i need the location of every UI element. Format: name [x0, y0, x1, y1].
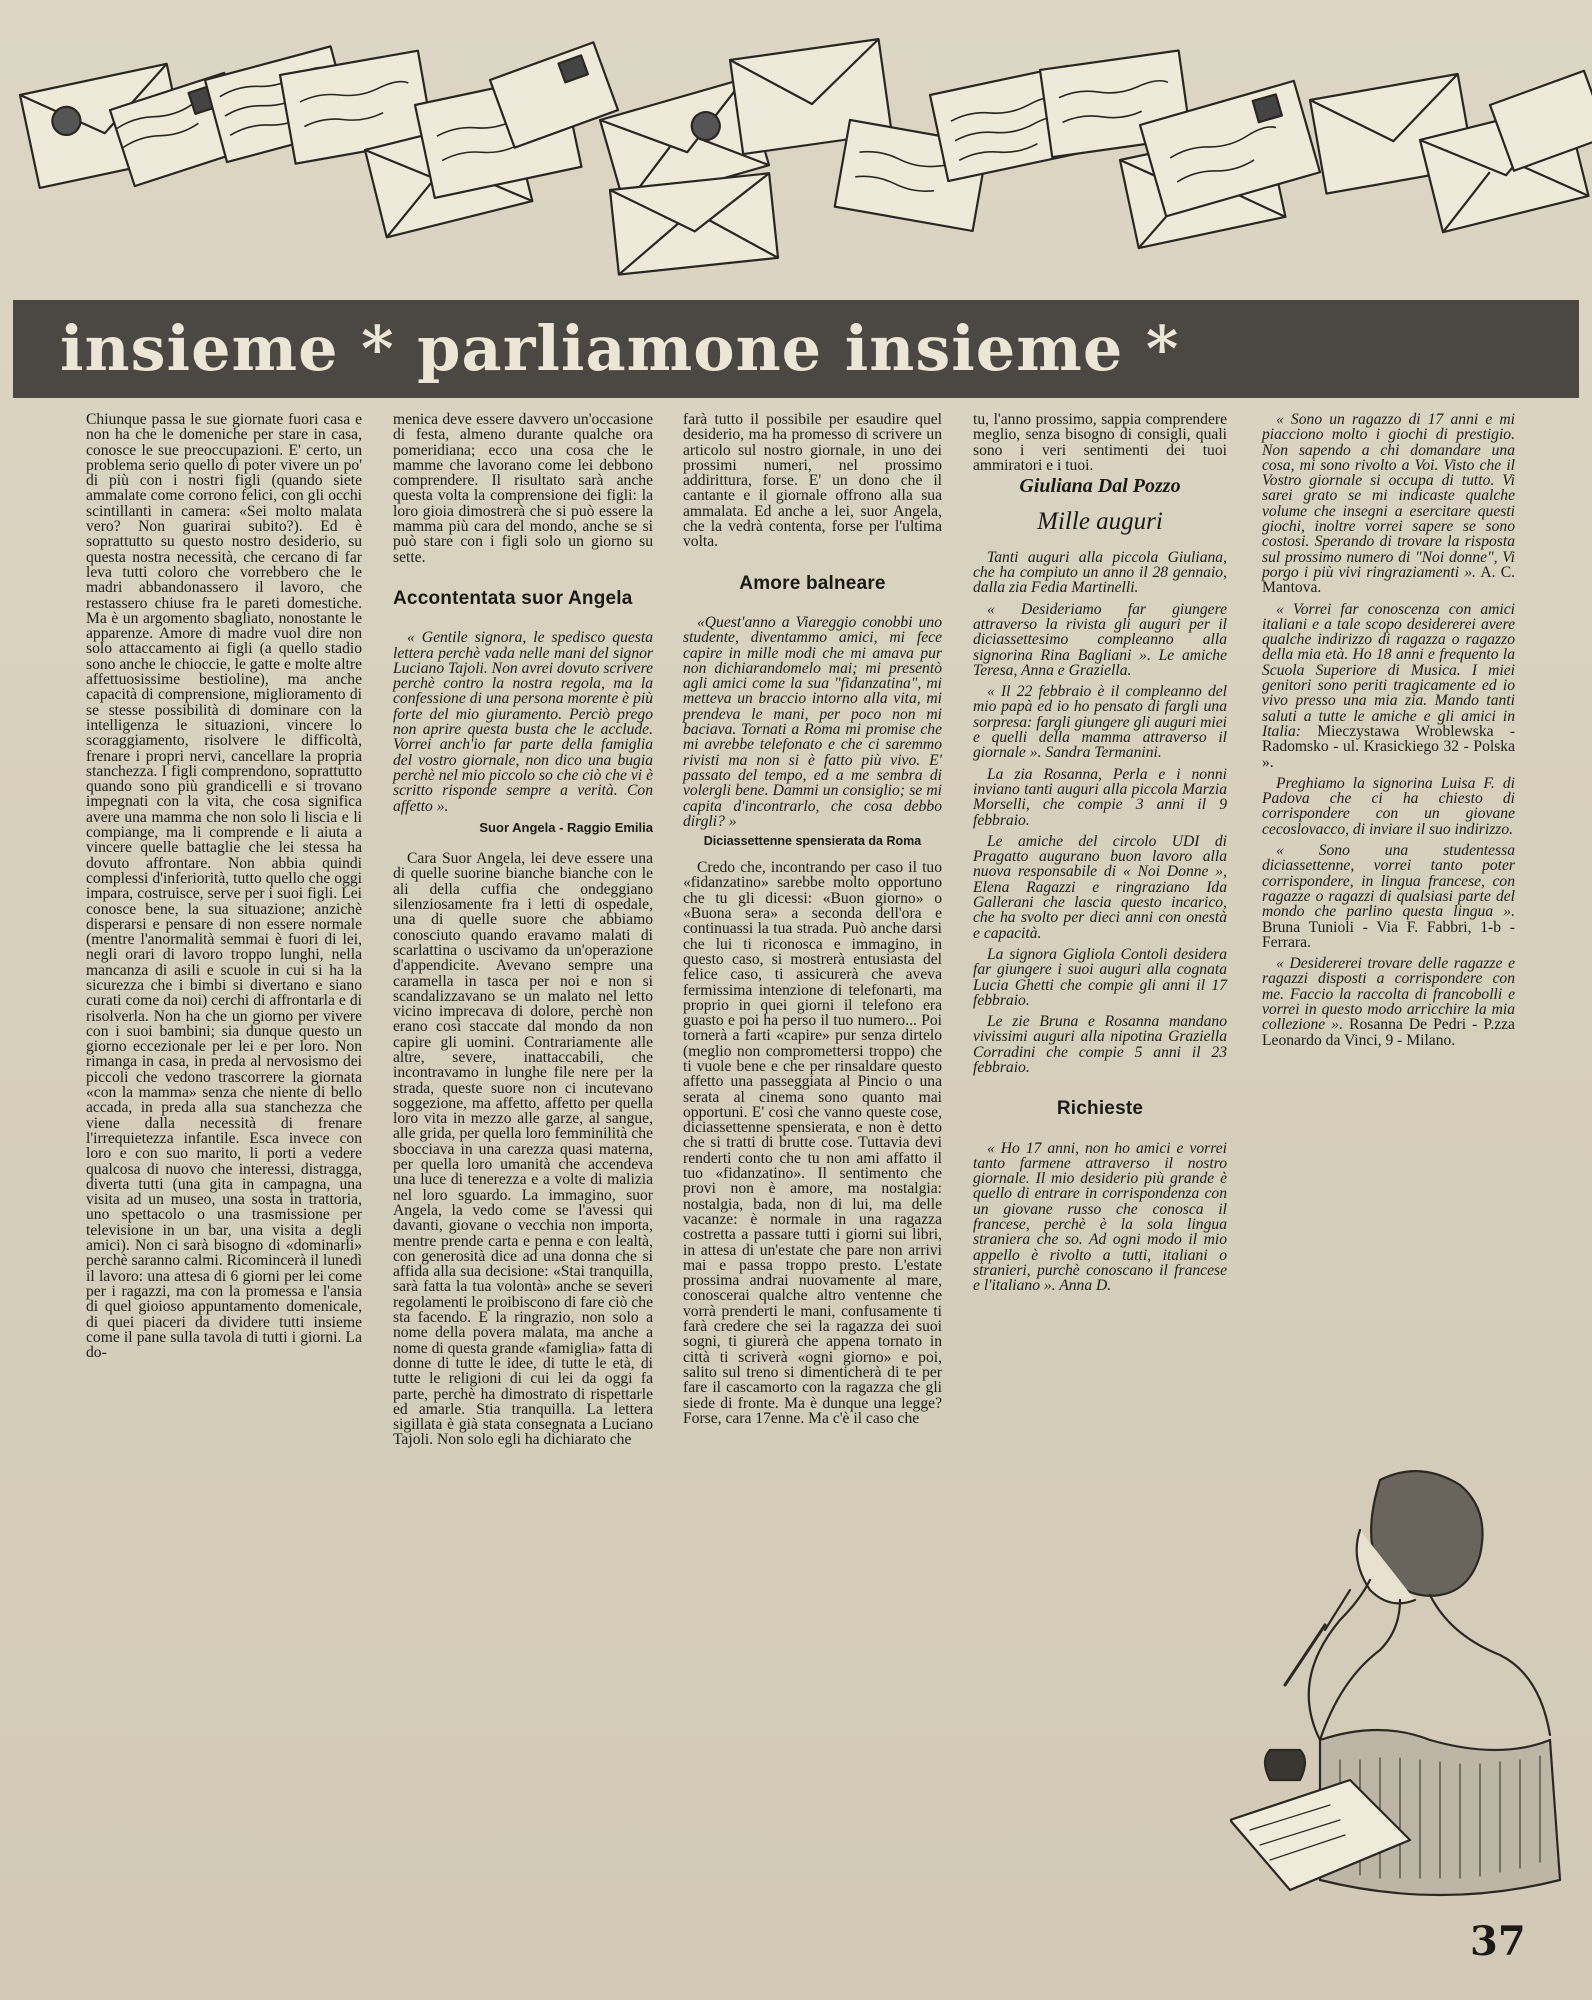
column-4 [973, 412, 1227, 1300]
auguri-item: « Desideriamo far giungere attraverso la rivista gli auguri per il diciassettesimo compleanno alla signorina Rina Bagliani ». Le amiche Teresa, Anna e Graziella. [973, 600, 1227, 679]
page-number: 37 [1470, 1918, 1526, 1965]
richiesta-text: « Desidererei trovare delle ragazze e ragazzi disposti a corrispondere con me. Faccio la raccolta di francobolli e vorrei in questo modo arricchire la mia collezione ». [1262, 955, 1515, 1034]
girl-writing-letter-illustration [1230, 1460, 1570, 1910]
reply-suor-angela: Cara Suor Angela, lei deve essere una di quelle suorine bianche bianche con le ali della cuffia che ondeggiano silenziosamente fra i letti di ospedale, una di quelle suore che abbiamo conosciuto quando eravamo malati di scarlattina o uscivamo da un'operazione d'appendicite. Avevano sempre una caramella in tasca per noi e non si scandalizzavano se un malato nel letto vicino imprecava di dolore, perchè non erano così staccate dal mondo da non capire gli uomini. Contrariamente alle altre, severe, inattaccabili, che incontravamo in lunghe file nere per la strada, queste suore non ci incutevano soggezione, ma affetto, affetto per quella loro vita in mezzo alle garze, al sangue, alle grida, per quella loro femminilità che sbocciava in una carezza quasi materna, per quella loro umanità che accendeva una luce di tenerezza e a volte di malizia nel loro sguardo. La immagino, suor Angela, la vedo come se l'avessi qui davanti, giovane o vecchia non importa, mentre prende carta e penna e con lealtà, con generosità dice ad una donna che si affida alla sua decisione: «Stai tranquilla, sarà fatta la tua volontà» anche se severi regolamenti le proibiscono di fare ciò che sta facendo. E la ringrazio, non solo a nome della povera malata, ma anche a nome di questa grande «famiglia» fatta di donne di tutte le idee, di tutte le età, di tutte le religioni di cui lei da oggi fa parte, perchè ha dimostrato di rispettarle ed amarle. Stia tranquilla. La lettera sigillata è già stata consegnata a Luciano Tajoli. Non solo egli ha dichiarato che [393, 850, 653, 1449]
reply-suor-angela-cont: farà tutto il possibile per esaudire quel desiderio, ma ha promesso di scrivere un articolo sul nostro giornale, in uno dei prossimi numeri, nel prossimo addirittura, forse. E' un dono che il cantante e il giornale offrono alla sua ammalata. Ed anche a lei, suor Angela, che la vedrà contenta, forse per l'ultima volta. [683, 411, 942, 551]
richiesta-item: Preghiamo la signorina Luisa F. di Padova che ci ha chiesto di corrispondere con un giovane cecoslovacco, di inviare il suo indirizzo. [1262, 774, 1515, 838]
letter-signature: Diciassettenne spensierata da Roma [703, 834, 922, 849]
article-heading-suor-angela: Accontentata suor Angela [393, 587, 633, 609]
auguri-item: Le zie Bruna e Rosanna mandano vivissimi auguri alla nipotina Graziella Corradini che compie 5 anni il 23 febbraio. [973, 1013, 1227, 1076]
richiesta-text: « Sono un ragazzo di 17 anni e mi piacciono molto i giochi di prestigio. Non sapendo a chi domandare una cosa, mi sono rivolto a Voi. Visto che il Vostro giornale si occupa di tutto. Vi sarei grato se mi indicaste qualche volume che insegni a esercitare questi giochi, inoltre vorrei sapere se sono costosi. Sperando di trovare la risposta sul prossimo numero di "Noi donne", Vi porgo i più vivi ringraziamenti ». [1262, 411, 1515, 581]
richiesta-signature: Rosanna De Pedri - P.zza Leonardo da Vinci, 9 - Milano. [1262, 1016, 1515, 1049]
auguri-item: Le amiche del circolo UDI di Pragatto augurano buon lavoro alla nuova responsabile di « Noi Donne », Elena Ragazzi e ringraziano Ida Gallerani che lascia questo incarico, che ha svolto per dieci anni con onestà e capacità. [973, 832, 1227, 942]
editorial-reply: Chiunque passa le sue giornate fuori casa e non ha che le domeniche per stare in casa, conosce le sue preoccupazioni. E' certo, un problema serio quello di poter vivere un po' di più con i nostri figli (quando siete ammalate come corrono felici, con gli occhi scintillanti in camera: «Sei molto malata vero? Non guarirai subito?). Ed è soprattutto su questo nostro desiderio, su questa nostra necessità, che cercano di far leva tutti coloro che vorrebbero che le madri abbandonassero il lavoro, che restassero chiuse fra le pareti domestiche. Ma è un argomento sbagliato, nonostante le apparenze. Amore di madre vuol dire non solo attaccamento ai figli (a quello stadio sono anche le chioccie, le gatte e molte altre affettuosissime bestioline), ma anche capacità di comprensione, miglioramento di se stesse possibilità di dominare con la intelligenza le situazioni, vincere lo scoraggiamento, risolvere le difficoltà, frenare i propri nervi, cancellare la propria stanchezza. I figli comprendono, soprattutto quando sono più grandicelli e si trovano impegnati con la vita, che cosa significa avere una mamma che non solo li liscia e li compiange, ma li comprende e li aiuta a vincere quelle battaglie che lei stessa ha dovuto affrontare. Non abbia quindi complessi d'inferiorità, tutto quello che oggi impara, costruisce, serve per i suoi figli. Lei conosce bene, la sua situazione; anzichè disperarsi e pensare di non essere normale (mentre l'anormalità semmai è fuori di lei, negli orari di lavoro troppo lunghi, nella mancanza di asili e scuole in cui si ha la sicurezza che i bimbi si divertano e siano curati come da noi) cerchi di affrontarla e di risolverla. Non ha che un giorno per vivere con i suoi bambini; sia dunque questo un giorno eccezionale per lei e per loro. Non rimanga in casa, in preda al nervosismo dei piccoli che vedono trascorrere la giornata «con la mamma» senza che niente di bello accada, in preda alla sua stanchezza che viene dalla necessità di frenare l'irrequietezza infantile. Esca invece con loro e con suo marito, li porti a vedere qualcosa di nuovo che interessi, distragga, diverta tutti (una gita in campagna, una visita ad un museo, una sosta in trattoria, uno spettacolo o una trasmissione per televisione in un bar, una visita a degli amici). Non ci sarà bisogno di «dominarli» perchè saranno calmi. Ricomincerà il lunedì il lavoro: una attesa di 6 giorni per lei come per i ragazzi, ma con la promessa e l'ansia di quel gioioso appuntamento domenicale, di quei piaceri da dividere tutti insieme come il pane sulla tavola di tutti i giorni. La do- [86, 411, 362, 1362]
auguri-item: Tanti auguri alla piccola Giuliana, che ha compiuto un anno il 28 gennaio, dalla zia Fedia Martinelli. [973, 548, 1227, 597]
envelope-8 [490, 42, 618, 147]
richiesta-signature: A. C. Mantova. [1262, 563, 1515, 597]
article-heading-amore-balneare: Amore balneare [739, 572, 886, 594]
richiesta-text: « Vorrei far conoscenza con amici italiani e a tale scopo desidererei avere qualche indirizzo di ragazza o ragazzo della mia età. Ho 18 anni e frequento la Scuola Superiore di Musica. I miei genitori sono periti tragicamente ed io vivo presso una mia zia. Mando tanti saluti a tutte le amiche e gli amici in Italia: [1262, 600, 1515, 740]
richiesta-item [1262, 843, 1515, 950]
richiesta-item [1262, 412, 1515, 596]
letter-signature: Suor Angela - Raggio Emilia [479, 819, 653, 835]
column-5 [1262, 412, 1515, 1054]
author-signature: Giuliana Dal Pozzo [1019, 475, 1181, 498]
column-2 [393, 412, 653, 1454]
reply-amore-balneare-cont: tu, l'anno prossimo, sappia comprendere meglio, senza bisogno di consigli, quali sono i veri sentimenti dei tuoi ammiratori e i tuoi. [973, 411, 1227, 474]
article-heading-mille-auguri: Mille auguri [1037, 508, 1163, 536]
auguri-item: « Il 22 febbraio è il compleanno del mio papà ed io ho pensato di fargli una sorpresa: fargli giungere gli auguri miei e quelli della mamma attraverso il giornale ». Sandra Termanini. [973, 683, 1227, 762]
letter-amore-balneare: «Quest'anno a Viareggio conobbi uno studente, diventammo amici, mi fece capire in mille modi che mi amava pur non dichiarandomelo mai; mi presentò agli amici come la sua "fidanzatina", mi metteva un braccio intorno alla vita, mi prendeva le mani, per poco non mi baciava. Tornati a Roma mi promise che mi avrebbe telefonato e che ci saremmo rivisti ma non si è fatto più vivo. E' passato del tempo, ed a me sembra di volergli bene. Dammi un consiglio; se mi capita d'incontrarlo, che cosa debbo dirgli? » [683, 613, 942, 830]
letter-suor-angela: « Gentile signora, le spedisco questa lettera perchè vada nelle mani del signor Luciano Tajoli. Non avrei dovuto scrivere perchè contro la nostra regola, ma la confessione di una persona morente è più forte del mio giuramento. Perciò prego non aprire questa busta che le acclude. Vorrei anch'io far parte della famiglia del vostro giornale, non dico una bugia perchè nel mio piccolo so che ciò che vi è scritto risponde sempre a verità. Con affetto ». [393, 629, 653, 815]
auguri-item: La zia Rosanna, Perla e i nonni inviano tanti auguri alla piccola Marzia Morselli, che compie 3 anni il 9 febbraio. [973, 765, 1227, 829]
auguri-item: La signora Gigliola Contoli desidera far giungere i suoi auguri alla cognata Lucia Ghetti che compie gli anni il 17 febbraio. [973, 945, 1227, 1009]
reply-amore-balneare: Credo che, incontrando per caso il tuo «fidanzatino» sarebbe molto opportuno che tu gli dicessi: «Buon giorno» o «Buona sera» a seconda dell'ora e continuassi la tua strada. Può anche darsi che lui ti riconosca e immagino, in questo caso, si mostrerà entusiasta del felice caso, ti assicurerà che aveva fermissima intenzione di telefonarti, ma proprio in quei giorni il telefono era guasto e poi ha perso il tuo numero... Poi tornerà a farti «capire» pur senza dirtelo (meglio non compromettersi troppo) che ti vuole bene e che per rinsaldare questo affetto una passeggiata al Pincio o una serata al cinema sono quanto mai opportuni. E' così che vanno queste cose, diciassettenne spensierata, e non è detto che si tratti di brutte cose. Tuttavia devi renderti conto che tu non ami affatto il tuo «fidanzatino». Il sentimento che provi non è amore, ma nostalgia: nostalgia, bada, non di lui, ma delle vacanze: è normale in una ragazza costretta a passare tutti i giorni sui libri, in attesa di un'estate che pare non arrivi mai e passa troppo presto. L'estate prossima andrai nuovamente al mare, conoscerai qualche altro ventenne che vorrà prenderti le mani, confusamente ti farà credere che sei la ragazza dei suoi sogni, ti giurerà che appena tornato in città ti scriverà «ogni giorno» e poi, salito sul treno si dimenticherà di te per fare il cascamorto con la ragazza che gli siede di fronte. Ma è dunque una legge? Forse, cara 17enne. Ma c'è il caso che [683, 859, 942, 1427]
envelopes-illustration [0, 0, 1592, 290]
column-3 [683, 412, 942, 1432]
richiesta-signature: Mieczystawa Wroblewska - Radomsko - ul. Krasickiego 32 - Polska ». [1262, 722, 1515, 771]
editorial-reply-cont: menica deve essere davvero un'occasione di festa, almeno durante qualche ora pomeridiana; ecco una cosa che le mamme che lavorano come lei debbono comprendere. Il risultato sarà anche questa volta la comprensione dei figli: la loro gioia dimostrerà che si può essere la mamma più cara del mondo, anche se si può stare con i figli solo un giorno su sette. [393, 411, 653, 566]
section-title: insieme * parliamone insieme * [60, 312, 1180, 385]
richiesta-item [1262, 602, 1515, 770]
richiesta-item: « Ho 17 anni, non ho amici e vorrei tanto farmene attraverso il nostro giornale. Il mio desiderio più grande è quello di entrare in corrispondenza con un giovane russo che conosca il francese, perchè è la sola lingua straniera che so. Ad ogni modo il mio appello è rivolto a tutti, italiani o stranieri, purchè conoscano il francese e l'italiano ». Anna D. [973, 1139, 1227, 1295]
article-heading-richieste: Richieste [1056, 1098, 1144, 1120]
column-1 [86, 412, 362, 1366]
envelope-10 [610, 173, 778, 274]
richiesta-signature: Bruna Tunioli - Via F. Fabbri, 1-b - Ferrara. [1262, 918, 1515, 951]
richiesta-text: « Sono una studentessa diciassettenne, vorrei tanto poter corrispondere, in lingua francese, con ragazze o ragazzi di qualsiasi parte del mondo che parlino questa lingua ». [1262, 842, 1515, 921]
richiesta-item [1262, 956, 1515, 1048]
